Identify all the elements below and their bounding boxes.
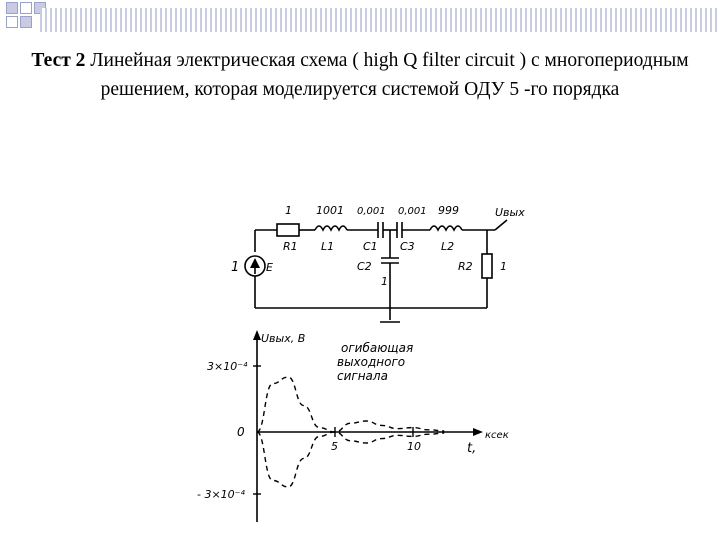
r2-value: 1 [500, 260, 507, 273]
figure-svg [195, 190, 535, 530]
inductor-l2 [430, 226, 462, 230]
r1-value: 1 [285, 204, 292, 217]
output-plot [197, 330, 509, 522]
title-bold: Тест 2 [31, 50, 86, 71]
l2-label: L2 [441, 240, 455, 253]
source-label: E [266, 261, 273, 274]
annotation-line-2: выходного [337, 355, 406, 369]
slide-decoration [0, 0, 720, 40]
c2-value: 1 [381, 275, 388, 288]
envelope-upper-curve [257, 377, 444, 432]
title-text: Линейная электрическая схема ( high Q filter circuit ) с многопериодным решением, которая моделируется системой ОДУ 5 -го порядка [85, 50, 689, 100]
c2-label: C2 [357, 260, 372, 273]
l1-value: 1001 [316, 204, 344, 217]
y-tick-bottom: - 3×10⁻⁴ [197, 488, 245, 501]
circuit-and-plot-figure [195, 190, 535, 530]
deco-square [20, 2, 32, 14]
resistor-r1 [277, 224, 299, 236]
plot-labels [197, 332, 509, 501]
y-axis-label: Uвых, В [261, 332, 306, 345]
source-arrow [250, 258, 260, 274]
x-tick-5: 5 [331, 440, 338, 453]
inductor-l1 [315, 226, 347, 230]
deco-square [20, 16, 32, 28]
c3-value: 0,001 [398, 206, 427, 217]
c1-label: C1 [363, 240, 378, 253]
x-axis-label: t, [467, 441, 477, 456]
y-tick-zero: 0 [237, 425, 245, 439]
resistor-r2 [482, 254, 492, 278]
l2-value: 999 [438, 204, 459, 217]
output-label: Uвых [495, 206, 525, 219]
y-axis-arrow-icon [253, 330, 261, 340]
x-axis-unit: ксек [485, 430, 509, 441]
y-tick-top: 3×10⁻⁴ [207, 360, 248, 373]
output-arrow [495, 220, 507, 230]
x-axis-arrow-icon [473, 428, 483, 436]
l1-label: L1 [321, 240, 335, 253]
annotation-line-3: сигнала [337, 369, 388, 383]
deco-square [6, 2, 18, 14]
r2-label: R2 [458, 260, 473, 273]
deco-stripe [40, 8, 720, 32]
circuit-labels [231, 204, 525, 288]
deco-square [6, 16, 18, 28]
slide-title [0, 46, 720, 104]
x-tick-10: 10 [407, 440, 421, 453]
arrow-up-icon [250, 258, 260, 268]
r1-label: R1 [283, 240, 298, 253]
c3-label: C3 [400, 240, 415, 253]
source-value: 1 [231, 260, 240, 275]
c1-value: 0,001 [357, 206, 386, 217]
annotation-line-1: огибающая [341, 341, 414, 355]
